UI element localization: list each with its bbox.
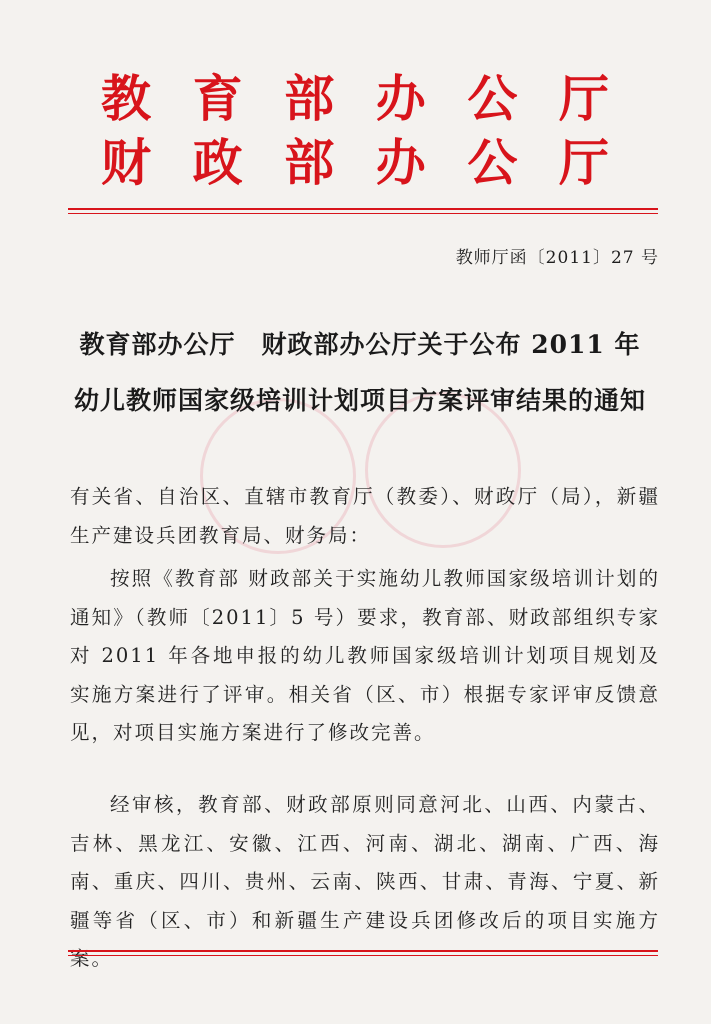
letterhead-char: 教	[101, 69, 151, 128]
letterhead-char: 办	[375, 69, 426, 128]
letterhead-char: 公	[467, 69, 518, 128]
document-number: 教师厅函〔2011〕27 号	[455, 248, 659, 268]
letterhead-char: 部	[284, 133, 335, 192]
red-divider-top	[68, 208, 658, 214]
letterhead-char: 部	[284, 69, 335, 128]
salutation: 有关省、自治区、直辖市教育厅（教委）、财政厅（局），新疆生产建设兵团教育局、财务局：	[70, 485, 660, 547]
letterhead-char: 财	[101, 133, 151, 192]
body-paragraph-1: 按照《教育部 财政部关于实施幼儿教师国家级培训计划的通知》（教师〔2011〕5 号）要求，教育部、财政部组织专家对 2011 年各地申报的幼儿教师国家级培训计划项目规划及实施方案进行了评审。相关省（区、市）根据专家评审反馈意见，对项目实施方案进行了修改完善。	[70, 567, 660, 744]
letterhead-char: 厅	[558, 69, 609, 128]
letterhead-char: 厅	[558, 133, 609, 192]
letterhead-line-1	[95, 68, 615, 130]
letterhead-line-2	[95, 132, 615, 194]
document-title-line-1: 教育部办公厅 财政部办公厅关于公布 2011 年	[79, 330, 641, 359]
document-title-line-2: 幼儿教师国家级培训计划项目方案评审结果的通知	[73, 386, 646, 415]
body-paragraph-2: 经审核，教育部、财政部原则同意河北、山西、内蒙古、吉林、黑龙江、安徽、江西、河南、湖北、湖南、广西、海南、重庆、四川、贵州、云南、陕西、甘肃、青海、宁夏、新疆等省（区、市）和新疆生产建设兵团修改后的项目实施方案。	[70, 793, 660, 970]
letterhead-char: 公	[467, 133, 518, 192]
letterhead-char: 办	[375, 133, 426, 192]
letterhead-char: 政	[192, 133, 243, 192]
red-divider-bottom	[68, 950, 658, 956]
letterhead-char: 育	[192, 69, 243, 128]
